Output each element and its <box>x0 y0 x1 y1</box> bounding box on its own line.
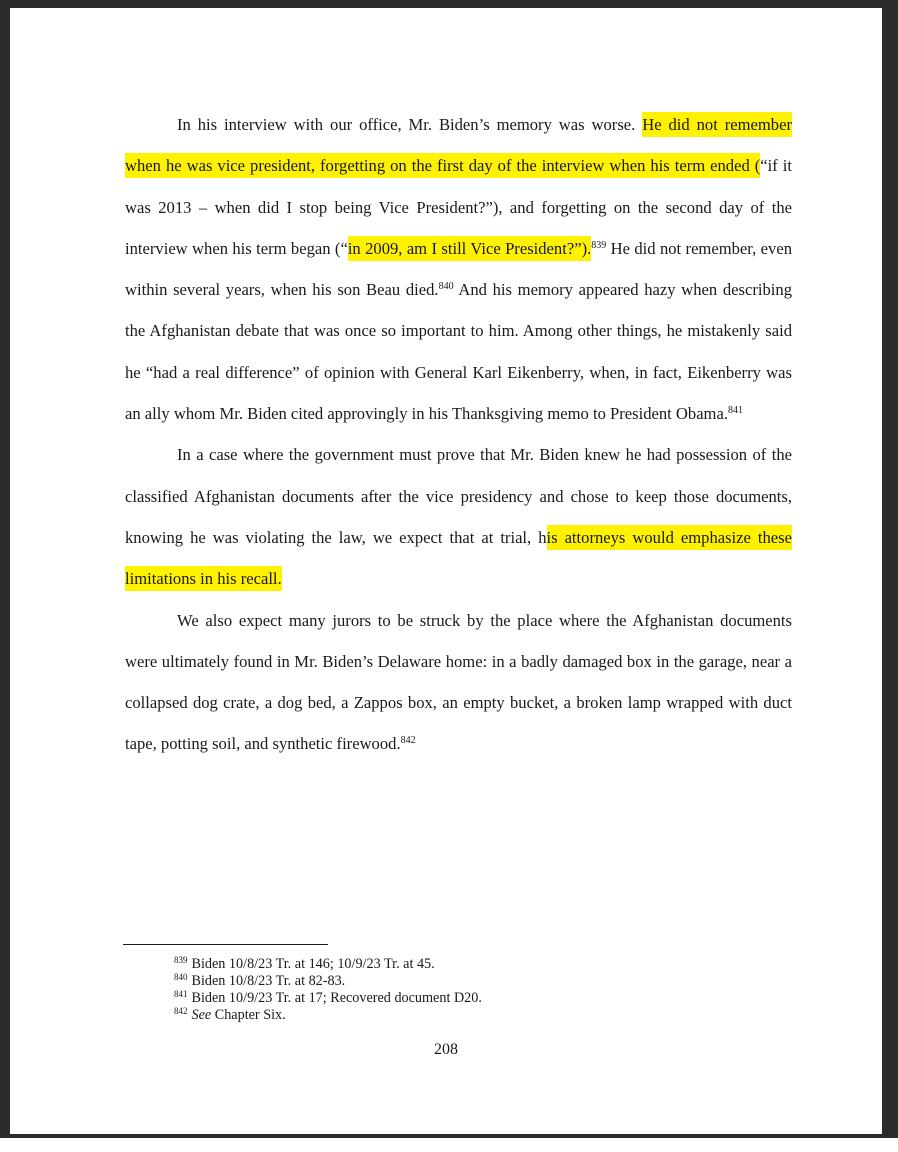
footnote-number: 842 <box>174 1006 188 1016</box>
p3-text-1: We also expect many jurors to be struck by the place where the Afghanistan documents were ultimately found in Mr. Biden’s Delaware home: in a badly damaged box in the garage, near a collapsed dog crate, a dog bed, a Zappos box, an empty bucket, a broken lamp wrapped with duct tape, potting soil, and synthetic firewood. <box>125 610 792 754</box>
footnotes-list <box>174 956 774 1024</box>
footnote-divider <box>123 944 328 945</box>
p1-highlight-2: in 2009, am I still Vice President?”). <box>348 236 591 261</box>
footnote-839 <box>174 956 774 973</box>
p1-highlight-1: He did not remember when he was vice president, forgetting on the first day of the interview when his term ended ( <box>125 112 792 178</box>
footnote-see: See <box>191 1007 212 1023</box>
footnote-840 <box>174 973 774 990</box>
paragraph-2 <box>125 434 792 599</box>
footnote-text: Biden 10/9/23 Tr. at 17; Recovered document D20. <box>191 990 482 1006</box>
footnote-ref-841[interactable]: 841 <box>727 405 743 417</box>
footnote-text: Biden 10/8/23 Tr. at 146; 10/9/23 Tr. at 45. <box>191 956 435 972</box>
paragraph-1 <box>125 104 792 434</box>
footnote-number: 839 <box>174 955 188 965</box>
footnote-ref-840[interactable]: 840 <box>438 281 454 293</box>
p1-text-4: And his memory appeared hazy when describing the Afghanistan debate that was once so important to him. Among other things, he mistakenly said he “had a real difference” of opinion with General Karl Eikenberry, when, in fact, Eikenberry was an ally whom Mr. Biden cited approvingly in his Thanksgiving memo to President Obama. <box>125 280 792 424</box>
document-page <box>10 8 882 1134</box>
paragraph-3 <box>125 600 792 765</box>
footnote-number: 841 <box>174 989 188 999</box>
footnote-842 <box>174 1007 774 1024</box>
footnote-text: Chapter Six. <box>211 1007 286 1023</box>
p1-text-2: “if it was 2013 – when did I stop being Vice President?”), and forgetting on the second day of the interview when his term began (“ <box>125 156 792 258</box>
footnote-number: 840 <box>174 972 188 982</box>
footnote-text: Biden 10/8/23 Tr. at 82-83. <box>191 973 346 989</box>
p2-highlight-1: is attorneys would emphasize these limitations in his recall. <box>125 525 792 591</box>
footnote-ref-839[interactable]: 839 <box>591 239 607 251</box>
page-number: 208 <box>434 1041 458 1058</box>
next-page-edge <box>0 1138 898 1152</box>
p2-text-1: In a case where the government must prove that Mr. Biden knew he had possession of the classified Afghanistan documents after the vice presidency and chose to keep those documents, knowing he was violating the law, we expect that at trial, h <box>125 445 792 547</box>
body-text <box>125 104 792 765</box>
footnote-ref-842[interactable]: 842 <box>400 735 416 747</box>
p1-text-1: In his interview with our office, Mr. Biden’s memory was worse. <box>177 115 643 134</box>
footnote-841 <box>174 990 774 1007</box>
p1-text-3: He did not remember, even within several years, when his son Beau died. <box>125 238 792 300</box>
